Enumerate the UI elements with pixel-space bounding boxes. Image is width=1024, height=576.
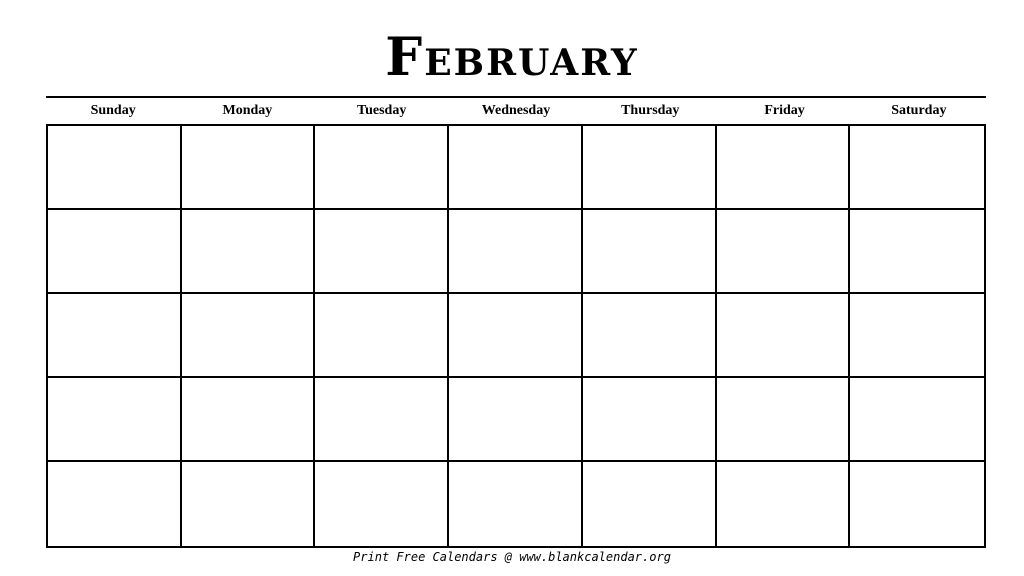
day-cell (48, 126, 182, 210)
weekday-header-row (46, 100, 986, 124)
day-cell (315, 294, 449, 378)
day-cell (182, 462, 316, 546)
day-cell (449, 378, 583, 462)
day-cell (717, 294, 851, 378)
day-cell (717, 210, 851, 294)
day-cell (583, 462, 717, 546)
day-cell (583, 210, 717, 294)
day-cell (583, 294, 717, 378)
weekday-wednesday: Wednesday (481, 103, 551, 118)
day-cell (717, 126, 851, 210)
day-cell (315, 210, 449, 294)
day-cell (182, 378, 316, 462)
day-cell (182, 210, 316, 294)
day-cell (850, 210, 984, 294)
month-title: February (385, 27, 639, 88)
weekday-friday: Friday (764, 103, 805, 118)
day-cell (315, 126, 449, 210)
day-cell (449, 126, 583, 210)
day-cell (315, 462, 449, 546)
day-cell (850, 462, 984, 546)
day-cell (583, 378, 717, 462)
day-cell (850, 378, 984, 462)
calendar-grid (46, 124, 986, 548)
day-cell (717, 378, 851, 462)
weekday-thursday: Thursday (621, 103, 680, 118)
weekday-tuesday: Tuesday (357, 103, 407, 118)
day-cell (48, 378, 182, 462)
day-cell (449, 210, 583, 294)
day-cell (315, 378, 449, 462)
day-cell (182, 126, 316, 210)
weekday-saturday: Saturday (891, 103, 947, 118)
day-cell (48, 210, 182, 294)
day-cell (717, 462, 851, 546)
day-cell (182, 294, 316, 378)
day-cell (850, 294, 984, 378)
day-cell (583, 126, 717, 210)
day-cell (449, 462, 583, 546)
day-cell (850, 126, 984, 210)
day-cell (48, 294, 182, 378)
weekday-monday: Monday (222, 103, 273, 118)
footer-credit: Print Free Calendars @ www.blankcalendar.org (353, 550, 671, 564)
weekday-sunday: Sunday (90, 103, 136, 118)
day-cell (449, 294, 583, 378)
header-rule (46, 96, 986, 98)
day-cell (48, 462, 182, 546)
